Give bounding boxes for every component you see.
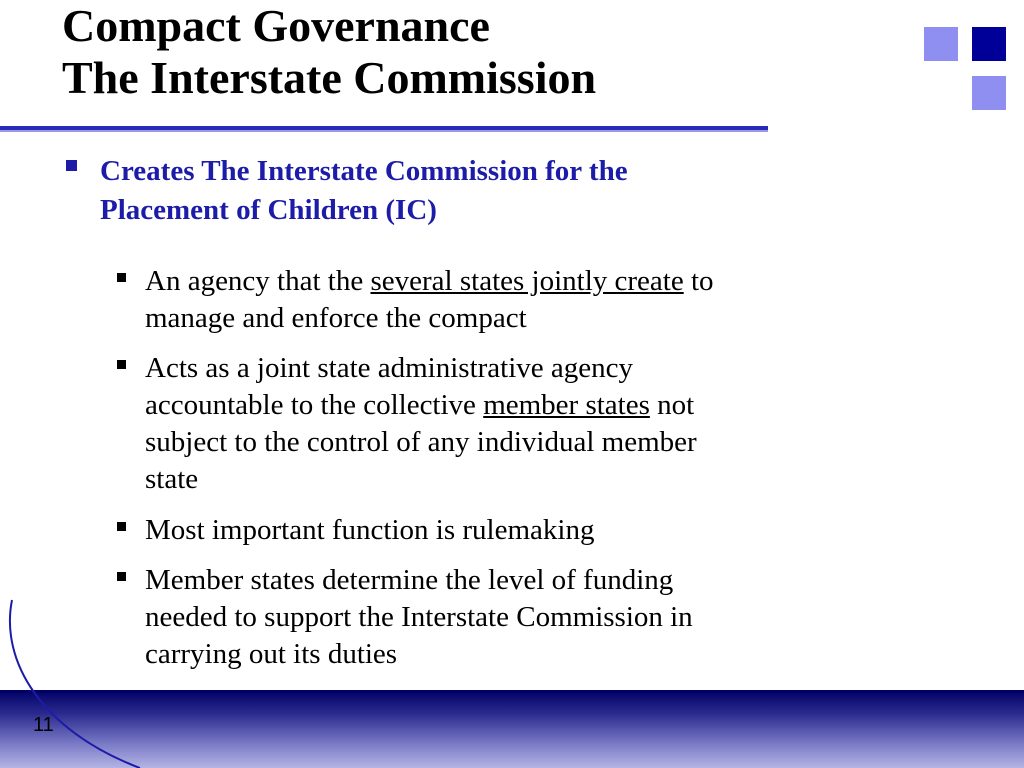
main-bullet-line-2: Placement of Children (IC)	[100, 194, 437, 226]
sub-bullet-marker	[117, 572, 126, 581]
main-bullet-line-1: Creates The Interstate Commission for the	[100, 155, 628, 187]
slide-page-number: 11	[33, 714, 54, 736]
sub-bullet-3-line-1: Most important function is rulemaking	[145, 514, 595, 546]
title-underline-shadow	[0, 130, 768, 132]
sub-bullet-4	[145, 562, 915, 673]
sub-bullet-2	[145, 350, 915, 498]
sub-bullet-2-underlined: member states	[483, 389, 650, 421]
sub-bullet-marker	[117, 273, 126, 282]
sub-bullet-2-text-tail: not	[649, 389, 695, 421]
sub-bullet-1-underlined: several states jointly create	[370, 265, 684, 297]
decor-square-dark	[972, 27, 1006, 61]
sub-bullet-1-text: An agency that the	[145, 265, 371, 297]
sub-bullet-4-line-3: carrying out its duties	[145, 638, 398, 670]
main-bullet-text	[100, 152, 860, 230]
main-bullet-marker	[66, 160, 77, 171]
sub-bullet-2-line-1: Acts as a joint state administrative agency	[145, 352, 634, 384]
sub-bullet-2-text: accountable to the collective	[145, 389, 484, 421]
sub-bullet-2-line-4: state	[145, 463, 199, 495]
decor-square-light-bottom	[972, 76, 1006, 110]
slide-title	[62, 0, 782, 104]
sub-bullet-2-line-3: subject to the control of any individual member	[145, 426, 697, 458]
sub-bullet-1-line-2: manage and enforce the compact	[145, 302, 527, 334]
sub-bullet-1-text-tail: to	[683, 265, 714, 297]
title-line-1: Compact Governance	[62, 0, 490, 51]
sub-bullet-marker	[117, 360, 126, 369]
sub-bullet-1	[145, 263, 915, 337]
sub-bullet-4-line-2: needed to support the Interstate Commission in	[145, 601, 693, 633]
sub-bullet-3	[145, 512, 915, 549]
decor-arc	[0, 590, 200, 768]
decor-square-light-top	[924, 27, 958, 61]
title-line-2: The Interstate Commission	[62, 52, 597, 103]
sub-bullet-marker	[117, 522, 126, 531]
sub-bullet-4-line-1: Member states determine the level of funding	[145, 564, 674, 596]
